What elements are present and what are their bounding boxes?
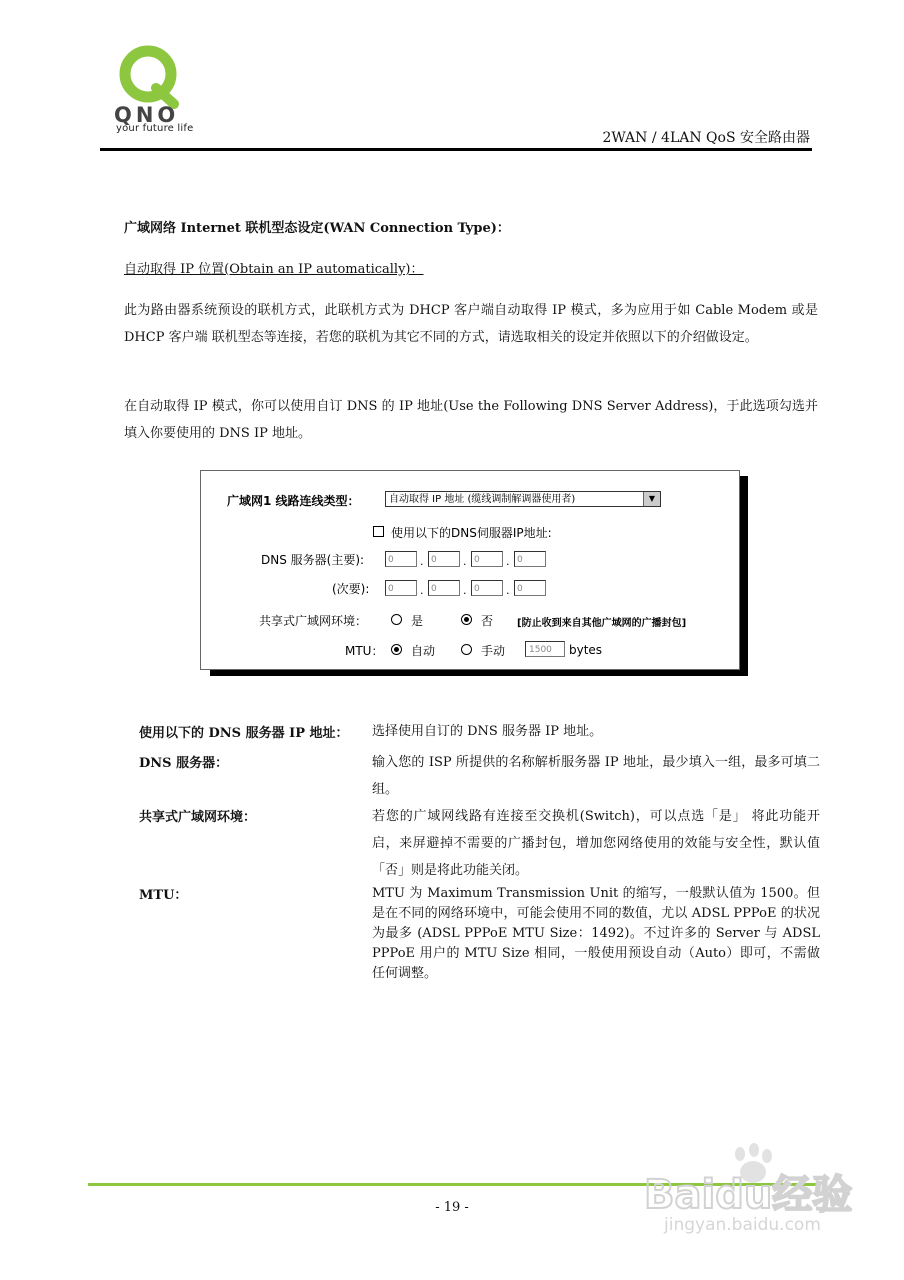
use-dns-label: 使用以下的DNS伺服器IP地址: xyxy=(391,526,552,540)
use-dns-checkbox[interactable] xyxy=(373,526,384,537)
dns-primary-octet-2[interactable]: 0 xyxy=(428,551,460,567)
wan-type-value: 自动取得 IP 地址 (缆线调制解调器使用者) xyxy=(389,494,576,505)
dns-secondary-label: (次要): xyxy=(332,582,370,596)
wan-type-select[interactable] xyxy=(385,491,661,507)
shared-note: [防止收到来自其他广域网的广播封包] xyxy=(517,618,687,629)
dns-secondary-octet-2[interactable]: 0 xyxy=(428,580,460,596)
shared-wan-label: 共享式广域网环境： xyxy=(259,614,368,628)
desc-use-dns: 选择使用自订的 DNS 服务器 IP 地址。 xyxy=(372,724,603,739)
desc-shared-wan: 若您的广域网线路有连接至交换机(Switch)，可以点选「是」 将此功能开启，来屏避掉不需要的广播封包，增加您网络使用的效能与安全性，默认值「否」则是将此功能关闭。 xyxy=(372,809,820,878)
dns-primary-octet-3[interactable]: 0 xyxy=(471,551,503,567)
mtu-auto-radio[interactable] xyxy=(391,644,402,655)
mtu-input[interactable]: 1500 xyxy=(525,641,565,657)
page-number: - 19 - xyxy=(435,1200,469,1215)
mtu-label: MTU： xyxy=(345,644,384,658)
dns-primary-label: DNS 服务器(主要): xyxy=(261,553,365,567)
dns-primary-octet-1[interactable]: 0 xyxy=(385,551,417,567)
ip-dot: . xyxy=(420,555,424,568)
paragraph-dns: 在自动取得 IP 模式，你可以使用自订 DNS 的 IP 地址(Use the Following DNS Server Address)，于此选项勾选并填入你要使用的 DNS IP 地址。 xyxy=(124,399,818,441)
header-title: 2WAN / 4LAN QoS 安全路由器 xyxy=(602,130,810,146)
term-mtu: MTU： xyxy=(139,888,188,903)
chevron-down-icon[interactable]: ▼ xyxy=(643,492,660,506)
dns-secondary-octet-3[interactable]: 0 xyxy=(471,580,503,596)
wan-settings-panel xyxy=(200,470,740,670)
term-use-dns: 使用以下的 DNS 服务器 IP 地址： xyxy=(139,726,349,741)
dns-primary-octet-4[interactable]: 0 xyxy=(514,551,546,567)
shared-no-radio[interactable] xyxy=(461,614,472,625)
ip-dot: . xyxy=(506,584,510,597)
desc-mtu: MTU 为 Maximum Transmission Unit 的缩写，一般默认值为 1500。但是在不同的网络环境中，可能会使用不同的数值，尤以 ADSL PPPoE 的状况为最多 (ADSL PPPoE MTU Size：1492)。不过许多的 Server 与 ADSL PPPoE 用户的 MTU Size 相同，一般使用预设自动（Auto）即可，不需做任何调整。 xyxy=(372,886,820,981)
mtu-manual-label: 手动 xyxy=(481,644,506,658)
term-dns-server: DNS 服务器： xyxy=(139,756,229,771)
header-rule xyxy=(100,148,812,151)
section-heading: 广域网络 Internet 联机型态设定(WAN Connection Type)： xyxy=(124,221,510,236)
mtu-auto-label: 自动 xyxy=(411,644,436,658)
ip-dot: . xyxy=(420,584,424,597)
logo-tagline: your future life xyxy=(116,123,194,134)
watermark-url: jingyan.baidu.com xyxy=(664,1215,821,1235)
mtu-unit: bytes xyxy=(569,643,603,657)
subsection-heading: 自动取得 IP 位置(Obtain an IP automatically)： xyxy=(124,262,424,277)
shared-yes-label: 是 xyxy=(411,614,424,628)
ip-dot: . xyxy=(463,555,467,568)
desc-dns-server: 输入您的 ISP 所提供的名称解析服务器 IP 地址，最少填入一组，最多可填二组。 xyxy=(372,755,820,797)
ip-dot: . xyxy=(463,584,467,597)
dns-secondary-octet-1[interactable]: 0 xyxy=(385,580,417,596)
watermark-brand: Baidu经验 xyxy=(644,1172,853,1218)
shared-yes-radio[interactable] xyxy=(391,614,402,625)
logo-letters: QNO xyxy=(114,103,180,127)
ip-dot: . xyxy=(506,555,510,568)
mtu-manual-radio[interactable] xyxy=(461,644,472,655)
paragraph-dhcp: 此为路由器系统预设的联机方式，此联机方式为 DHCP 客户端自动取得 IP 模式，多为应用于如 Cable Modem 或是 DHCP 客户端 联机型态等连接，若您的联机为其它不同的方式，请选取相关的设定并依照以下的介绍做设定。 xyxy=(124,303,818,345)
dns-secondary-octet-4[interactable]: 0 xyxy=(514,580,546,596)
wan-type-label: 广域网1 线路连线类型： xyxy=(227,494,360,508)
shared-no-label: 否 xyxy=(481,614,494,628)
term-shared-wan: 共享式广域网环境： xyxy=(139,810,257,825)
